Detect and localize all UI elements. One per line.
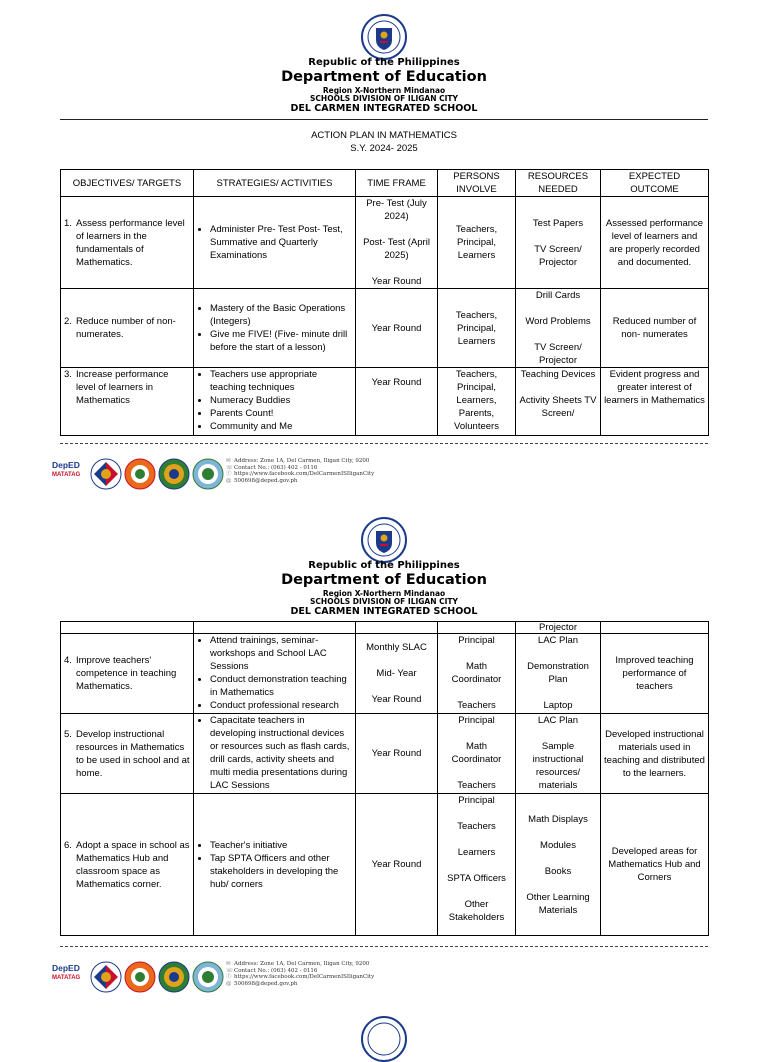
time-frame-item: Year Round (371, 694, 422, 705)
strategy-item: • Tap SPTA Officers and other stakeholders in developing the hub/ corners (210, 852, 352, 891)
objective-cell (61, 794, 194, 936)
objective-text: Adopt a space in school as Mathematics Hub and classroom space as Mathematics corner. (76, 839, 190, 890)
strategy-item: • Administer Pre- Test Post- Test, Summative and Quarterly Examinations (210, 223, 352, 262)
strategy-item: • Teacher's initiative (210, 839, 352, 852)
email-link[interactable]: 500698@deped.gov.ph (234, 980, 298, 987)
facebook-link[interactable]: https://www.facebook.com/DelCarmenISIliganCity (234, 974, 375, 980)
facebook-icon: ⓕ (226, 471, 232, 477)
action-plan-table-2 (60, 621, 709, 936)
footer-divider (60, 443, 708, 444)
objective-text: Reduce number of non-numerates. (76, 316, 176, 340)
objective-cell (61, 634, 194, 714)
department-title: Department of Education (281, 572, 487, 588)
department-title: Department of Education (281, 69, 487, 85)
time-frame-cell (356, 714, 438, 794)
outcome-cell (601, 794, 709, 936)
letterhead (0, 561, 768, 616)
outcome-cell (601, 368, 709, 436)
strategy-item: • Numeracy Buddies (210, 394, 352, 407)
phone-icon: ☏ (226, 464, 233, 471)
resources-cell (516, 368, 601, 436)
persons-cell (438, 289, 516, 368)
strategy-item: • Give me FIVE! (Five- minute drill before the start of a lesson) (210, 328, 352, 354)
strategies-cell (194, 622, 356, 634)
row-number: 2. (64, 316, 72, 327)
persons-text: Teachers, Principal, Learners, Parents, Volunteers (454, 369, 499, 432)
time-frame-item: Year Round (371, 859, 422, 870)
table-row (61, 197, 709, 289)
address-text: Address: Zone 1A, Del Carmen, Iligan City, 9200 (234, 961, 370, 967)
address-text: Address: Zone 1A, Del Carmen, Iligan City, 9200 (234, 458, 370, 464)
persons-cell (438, 622, 516, 634)
time-frame-item: Mid- Year (376, 668, 417, 679)
time-frame-item: Year Round (371, 276, 422, 287)
deped-matatag-logo (52, 460, 86, 480)
time-frame-item: Year Round (371, 748, 422, 759)
location-icon: ✉ (226, 961, 231, 967)
time-frame-cell (356, 368, 438, 436)
person-item: Teachers (457, 780, 496, 791)
region-label: Region X-Northern Mindanao (322, 85, 446, 95)
header-rule (60, 119, 708, 120)
school-name: DEL CARMEN INTEGRATED SCHOOL (290, 605, 478, 617)
footer-divider (60, 946, 708, 947)
time-frame-cell (356, 794, 438, 936)
time-frame-cell (356, 634, 438, 714)
strategies-cell (194, 714, 356, 794)
action-plan-table-1 (60, 169, 709, 436)
resources-cell (516, 197, 601, 289)
outcome-text: Evident progress and greater interest of learners in Mathematics (604, 369, 705, 406)
strategy-item: • Mastery of the Basic Operations (Integers) (210, 302, 352, 328)
deped-seal-icon (361, 517, 407, 563)
republic-label: Republic of the Philippines (308, 57, 460, 68)
deped-seal-icon (361, 14, 407, 60)
bagong-pilipinas-logo-icon (90, 458, 122, 490)
column-header: STRATEGIES/ ACTIVITIES (194, 170, 356, 197)
objective-text: Develop instructional resources in Mathematics to be used in school and at home. (76, 728, 190, 779)
objective-cell (61, 289, 194, 368)
table-row (61, 622, 709, 634)
row-number: 3. (64, 369, 72, 380)
table-row (61, 634, 709, 714)
column-header: OBJECTIVES/ TARGETS (61, 170, 194, 197)
resource-item: Demonstration Plan (527, 661, 589, 685)
time-frame-item: Monthly SLAC (366, 642, 427, 653)
matatag-text: MATATAG (52, 975, 81, 981)
resource-item: Other Learning Materials (526, 891, 590, 916)
school-year: S.Y. 2024- 2025 (350, 143, 418, 154)
division-seal-icon (158, 961, 190, 993)
person-item: SPTA Officers (447, 873, 506, 884)
strategies-cell (194, 794, 356, 936)
footer-logos (52, 458, 222, 494)
email-icon: @ (226, 980, 232, 987)
resource-item: Activity Sheets TV Screen/ (519, 395, 597, 419)
resource-item: Modules (540, 839, 576, 851)
time-frame-item: Year Round (371, 377, 422, 388)
person-item: Learners (457, 847, 496, 858)
resource-item: LAC Plan (537, 635, 579, 646)
division-seal-icon (158, 458, 190, 490)
outcome-text: Reduced number of non- numerates (612, 316, 697, 340)
row-number: 6. (64, 839, 72, 851)
person-item: Teachers (457, 700, 496, 711)
school-seal-icon (192, 961, 224, 993)
outcome-cell (601, 622, 709, 634)
row-number: 5. (64, 728, 72, 740)
email-link[interactable]: 500698@deped.gov.ph (234, 477, 298, 484)
resource-item: LAC Plan (537, 715, 579, 726)
person-item: Math Coordinator (451, 741, 502, 765)
column-header: PERSONS INVOLVE (438, 170, 516, 197)
outcome-text: Improved teaching performance of teachers (615, 655, 694, 692)
person-item: Principal (458, 635, 495, 646)
strategies-cell (194, 634, 356, 714)
region-label: Region X-Northern Mindanao (322, 588, 446, 598)
objective-cell (61, 197, 194, 289)
strategy-item: • Attend trainings, seminar-workshops and School LAC Sessions (210, 634, 352, 673)
objective-cell (61, 622, 194, 634)
school-name: DEL CARMEN INTEGRATED SCHOOL (290, 102, 478, 114)
email-icon: @ (226, 477, 232, 484)
footer-contact (226, 458, 374, 484)
person-item: Other Stakeholders (448, 899, 505, 923)
contact-text: Contact No.: (063) 402 - 0116 (234, 967, 318, 974)
table-row (61, 714, 709, 794)
persons-cell (438, 794, 516, 936)
matatag-text: MATATAG (52, 472, 81, 478)
time-frame-item: Pre- Test (July 2024) (366, 198, 427, 222)
division-label: SCHOOLS DIVISION OF ILIGAN CITY (310, 94, 458, 103)
resource-item: TV Screen/ Projector (534, 342, 582, 366)
strategy-item: • Community and Me (210, 420, 352, 433)
letterhead (0, 58, 768, 113)
strategy-item: • Parents Count! (210, 407, 352, 420)
iligan-city-seal-icon (124, 458, 156, 490)
resources-cell (516, 794, 601, 936)
strategies-cell (194, 368, 356, 436)
column-header: EXPECTED OUTCOME (601, 170, 709, 197)
outcome-cell (601, 714, 709, 794)
resource-item: Teaching Devices (520, 369, 596, 380)
table-row (61, 289, 709, 368)
table-row (61, 368, 709, 436)
footer-logos (52, 961, 222, 997)
strategy-item: • Teachers use appropriate teaching techniques (210, 368, 352, 394)
resource-item: Projector (538, 622, 577, 633)
resource-item: TV Screen/ Projector (534, 243, 582, 268)
resources-cell (516, 289, 601, 368)
deped-text: DepED (52, 460, 80, 470)
persons-cell (438, 368, 516, 436)
facebook-link[interactable]: https://www.facebook.com/DelCarmenISIliganCity (234, 471, 375, 477)
resources-cell (516, 714, 601, 794)
row-number: 4. (64, 655, 72, 666)
column-header: TIME FRAME (356, 170, 438, 197)
objective-text: Increase performance level of learners in Mathematics (76, 369, 169, 406)
phone-icon: ☏ (226, 967, 233, 974)
resource-item: Math Displays (528, 813, 588, 825)
deped-matatag-logo (52, 963, 86, 983)
objective-text: Improve teachers' competence in teaching Mathematics. (76, 655, 177, 692)
time-frame-item: Year Round (371, 322, 422, 334)
persons-cell (438, 714, 516, 794)
row-number: 1. (64, 217, 72, 229)
division-label: SCHOOLS DIVISION OF ILIGAN CITY (310, 597, 458, 606)
footer-contact (226, 961, 374, 987)
document-title: ACTION PLAN IN MATHEMATICS (311, 130, 457, 141)
objective-cell (61, 368, 194, 436)
person-item: Principal (458, 795, 495, 806)
time-frame-item: Post- Test (April 2025) (363, 237, 430, 261)
resource-item: Test Papers (532, 217, 584, 229)
person-item: Teachers (457, 821, 496, 832)
contact-text: Contact No.: (063) 402 - 0116 (234, 464, 318, 471)
outcome-text: Developed instructional materials used in teaching and distributed to the learners. (604, 728, 705, 779)
strategies-cell (194, 289, 356, 368)
school-seal-icon (192, 458, 224, 490)
resources-cell (516, 622, 601, 634)
deped-text: DepED (52, 963, 80, 973)
strategies-cell (194, 197, 356, 289)
outcome-cell (601, 197, 709, 289)
facebook-icon: ⓕ (226, 974, 232, 980)
iligan-city-seal-icon (124, 961, 156, 993)
persons-cell (438, 197, 516, 289)
strategy-item: • Conduct demonstration teaching in Mathematics (210, 673, 352, 699)
objective-text: Assess performance level of learners in the fundamentals of Mathematics. (76, 217, 185, 268)
person-item: Principal (458, 715, 495, 726)
resources-cell (516, 634, 601, 714)
resource-item: Sample instructional resources/ materials (532, 741, 584, 791)
bagong-pilipinas-logo-icon (90, 961, 122, 993)
resource-item: Drill Cards (535, 290, 581, 301)
persons-cell (438, 634, 516, 714)
persons-text: Teachers, Principal, Learners (455, 309, 498, 347)
table-header-row (61, 170, 709, 197)
time-frame-cell (356, 289, 438, 368)
column-header: RESOURCES NEEDED (516, 170, 601, 197)
deped-seal-icon (361, 1016, 407, 1062)
resource-item: Word Problems (525, 316, 591, 327)
table-row (61, 794, 709, 936)
time-frame-cell (356, 197, 438, 289)
persons-text: Teachers, Principal, Learners (455, 224, 498, 261)
resource-item: Laptop (543, 700, 573, 711)
strategy-item: • Capacitate teachers in developing instructional devices or resources such as flash cards, drill cards, activity sheets and multi media presentations during LAC Sessions (210, 714, 352, 792)
strategy-item: • Conduct professional research (210, 699, 352, 712)
republic-label: Republic of the Philippines (308, 560, 460, 571)
resource-item: Books (544, 865, 572, 877)
objective-cell (61, 714, 194, 794)
location-icon: ✉ (226, 458, 231, 464)
outcome-cell (601, 289, 709, 368)
outcome-cell (601, 634, 709, 714)
person-item: Math Coordinator (451, 661, 502, 685)
time-frame-cell (356, 622, 438, 634)
outcome-text: Assessed performance level of learners and are properly recorded and documented. (605, 217, 704, 268)
outcome-text: Developed areas for Mathematics Hub and Corners (608, 846, 701, 883)
